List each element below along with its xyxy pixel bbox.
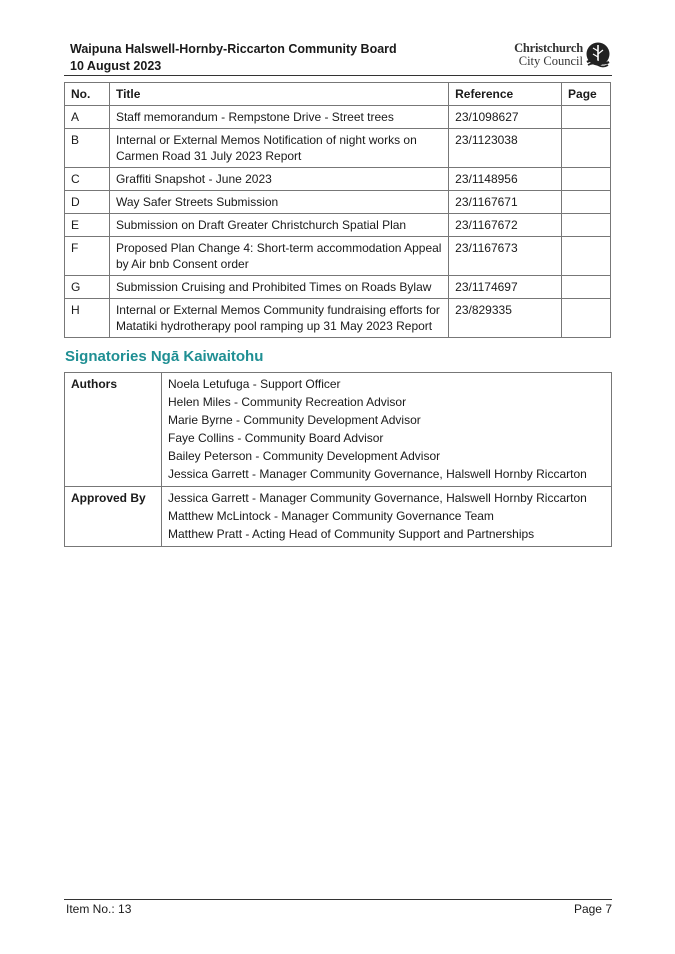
signatory-name: Bailey Peterson - Community Development Advisor [168,449,441,463]
logo-text-line1: Christchurch [514,41,583,55]
row-no: F [65,237,110,276]
row-reference: 23/829335 [449,299,562,338]
row-reference: 23/1148956 [449,168,562,191]
footer-item-number: Item No.: 13 [66,902,132,916]
signatory-name: Jessica Garrett - Manager Community Governance, Halswell Hornby Riccarton [168,467,587,481]
column-header-title: Title [109,83,448,106]
row-page [562,191,611,214]
row-page [562,106,611,129]
signatories-heading: Signatories Ngā Kaiwaitohu [65,348,264,365]
column-header-reference: Reference [449,83,562,106]
footer-divider [64,899,612,900]
row-title: Proposed Plan Change 4: Short-term accommodation Appeal by Air bnb Consent order [109,237,448,276]
row-no: A [65,106,110,129]
row-page [562,237,611,276]
table-row [65,191,611,214]
signatory-name: Noela Letufuga - Support Officer [168,377,341,391]
row-no: G [65,276,110,299]
row-title: Graffiti Snapshot - June 2023 [109,168,448,191]
table-row [65,276,611,299]
table-header-row [65,83,611,106]
row-title: Staff memorandum - Rempstone Drive - Street trees [109,106,448,129]
column-header-page: Page [562,83,611,106]
row-no: H [65,299,110,338]
row-title: Internal or External Memos Notification of night works on Carmen Road 31 July 2023 Report [109,129,448,168]
signatory-names [162,373,612,487]
signatory-name: Matthew Pratt - Acting Head of Community Support and Partnerships [168,527,535,541]
signatory-role: Authors [65,373,162,487]
signatory-group-approved-by [65,487,612,547]
signatory-name: Marie Byrne - Community Development Advisor [168,413,421,427]
row-page [562,299,611,338]
meeting-date: 10 August 2023 [70,59,162,73]
row-title: Submission on Draft Greater Christchurch Spatial Plan [109,214,448,237]
signatory-name: Helen Miles - Community Recreation Advisor [168,395,407,409]
signatory-role: Approved By [65,487,162,547]
signatory-name: Jessica Garrett - Manager Community Governance, Halswell Hornby Riccarton [168,491,587,505]
row-title: Submission Cruising and Prohibited Times on Roads Bylaw [109,276,448,299]
table-row [65,129,611,168]
logo-text-line2: City Council [518,54,583,68]
row-title: Way Safer Streets Submission [109,191,448,214]
row-reference: 23/1174697 [449,276,562,299]
table-row [65,214,611,237]
signatory-name: Matthew McLintock - Manager Community Governance Team [168,509,494,523]
footer-page-number: Page 7 [573,902,612,916]
row-no: B [65,129,110,168]
row-reference: 23/1167673 [449,237,562,276]
row-reference: 23/1123038 [449,129,562,168]
signatory-name: Faye Collins - Community Board Advisor [168,431,384,445]
row-page [562,168,611,191]
row-page [562,276,611,299]
row-no: E [65,214,110,237]
signatory-group-authors [65,373,612,487]
row-page [562,214,611,237]
signatory-names [162,487,612,547]
table-row [65,106,611,129]
row-reference: 23/1167671 [449,191,562,214]
signatories-table [64,372,612,547]
row-title: Internal or External Memos Community fundraising efforts for Matatiki hydrotherapy pool ramping up 31 May 2023 Report [109,299,448,338]
page-header [70,41,611,75]
row-reference: 23/1098627 [449,106,562,129]
table-row [65,168,611,191]
row-reference: 23/1167672 [449,214,562,237]
council-logo [501,41,611,69]
table-row [65,299,611,338]
row-no: D [65,191,110,214]
board-name: Waipuna Halswell-Hornby-Riccarton Community Board [70,42,397,56]
row-no: C [65,168,110,191]
table-row [65,237,611,276]
header-divider [64,75,612,76]
council-tree-icon [585,42,611,68]
row-page [562,129,611,168]
attachments-table [64,82,611,338]
column-header-no: No. [65,83,110,106]
